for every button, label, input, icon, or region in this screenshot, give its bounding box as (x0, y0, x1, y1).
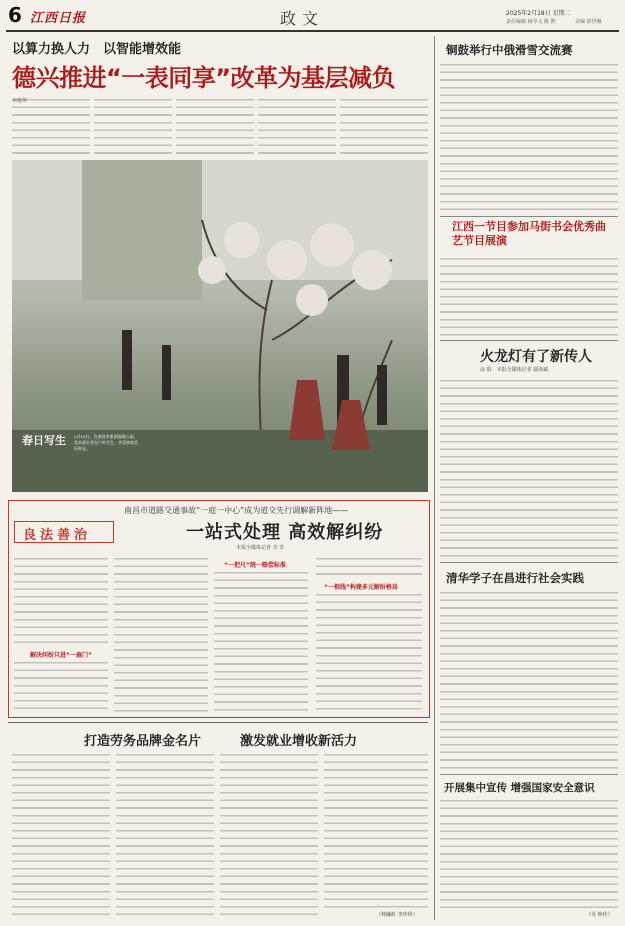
right-headline-3: 火龙灯有了新传人 (480, 349, 592, 365)
lead-headline: 德兴推进“一表同享”改革为基层减负 (12, 64, 396, 92)
right-body-1 (440, 62, 618, 210)
column-tag-label: 良法善治 (23, 528, 92, 543)
photo-caption-text: 2月16日，在南昌市象湖湿地公园，美术爱好者在户外写生，享受初春美好时光。 (74, 434, 138, 451)
right-body-3 (440, 378, 618, 558)
lead-kicker: 以算力换人力 以智能增效能 (12, 42, 182, 57)
right-headline-1: 铜鼓举行中俄滑雪交流赛 (446, 43, 573, 57)
bottom-col-4 (324, 752, 428, 910)
bottom-col-2 (116, 752, 214, 920)
bottom-headline-1: 打造劳务品牌金名片 (84, 734, 202, 749)
designer-credit: 美编 徐世佩 (575, 19, 602, 25)
feature-col-4a (316, 556, 422, 578)
right-headline-2: 江西一节目参加马街书会优秀曲艺节目展演 (452, 220, 606, 247)
feature-col-3 (214, 570, 308, 712)
right-body-4 (440, 590, 618, 770)
right-body-2 (440, 256, 618, 336)
right-body-5 (440, 798, 618, 910)
right-headline-5: 开展集中宣传 增强国家安全意识 (444, 782, 595, 794)
right-headline-4: 清华学子在昌进行社会实践 (446, 571, 584, 585)
editor-credit: 责任编辑 杨学文 陈 熙 (506, 19, 556, 25)
section-name: 政文 (280, 9, 325, 28)
bottom-col-3 (220, 752, 318, 920)
news-photo (12, 160, 428, 492)
feature-col-2 (114, 556, 208, 712)
photo-caption-title: 春日写生 (22, 434, 66, 447)
paper-name-logo: 江西日报 (30, 11, 87, 26)
bottom-col-1 (12, 752, 110, 920)
feature-kicker: 南昌市道路交通事故“一庭一中心”成为道交先行调解新阵地—— (124, 506, 349, 515)
issue-date: 2025年2月18日 星期二 (506, 10, 571, 17)
feature-col-1 (14, 556, 108, 648)
feature-col-4 (316, 592, 422, 712)
masthead (0, 0, 625, 38)
feature-byline: 本报全媒体记者 李 芳 (236, 545, 285, 551)
page-number: 6 (8, 3, 22, 27)
feature-headline: 一站式处理 高效解纠纷 (186, 522, 384, 543)
right-signature-5: （吴 坤佳） (586, 912, 613, 918)
feature-subhead-3: “一根线”构建多元解纷格局 (324, 584, 398, 591)
bottom-signature-1: （钟碱虹 李珍珍） (376, 912, 418, 918)
feature-subhead-1: 解决纠纷只进“一扇门” (30, 652, 92, 659)
right-byline-3: 涂 琨 本报全媒体记者 鄢海斌 (480, 367, 549, 373)
column-tag (14, 521, 114, 543)
bottom-headline-2: 激发就业增收新活力 (240, 734, 358, 749)
feature-col-1b (14, 660, 108, 712)
feature-subhead-2: “一把尺”统一赔偿标准 (224, 562, 286, 569)
